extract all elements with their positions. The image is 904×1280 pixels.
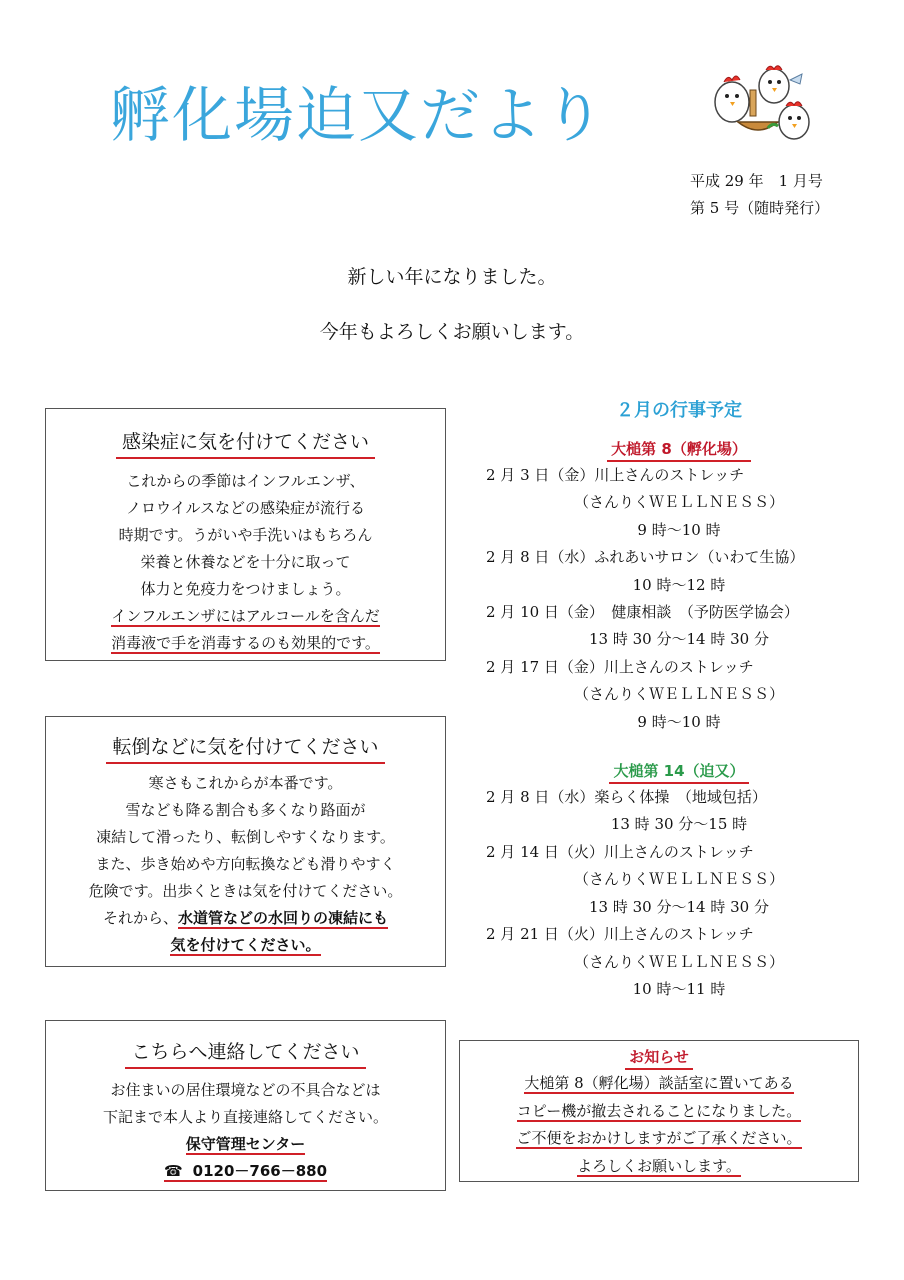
infection-line: 栄養と休養などを十分に取って	[140, 553, 351, 571]
event-line: 10 時～11 時	[632, 979, 726, 998]
event-line: 13 時 30 分～14 時 30 分	[589, 897, 769, 916]
event-line: 13 時 30 分～15 時	[610, 815, 748, 834]
event-line: （さんりくＷＥＬＬＮＥＳＳ）	[573, 952, 784, 971]
fall-line: 凍結して滑ったり、転倒しやすくなります。	[96, 828, 395, 846]
contact-org: 保守管理センター	[185, 1135, 306, 1153]
event-line: 2 月 8 日（水）楽らく体操 （地域包括）	[486, 788, 767, 807]
notice-line: 大槌第 8（孵化場）談話室に置いてある	[524, 1074, 794, 1092]
infection-line-emphasis: 消毒液で手を消毒するのも効果的です。	[111, 634, 380, 652]
schedule-section-sakomata	[466, 784, 892, 1003]
newsletter-title: 孵化場迫又だより	[110, 81, 606, 151]
event-line: 2 月 8 日（水）ふれあいサロン（いわて生協）	[486, 548, 805, 567]
chicken-mascot-icon	[708, 62, 814, 144]
fall-line: 寒さもこれからが本番です。	[148, 774, 343, 792]
notice-line: コピー機が撤去されることになりました。	[516, 1101, 802, 1120]
infection-line: これからの季節はインフルエンザ、	[126, 472, 365, 490]
event-line: （さんりくＷＥＬＬＮＥＳＳ）	[573, 685, 784, 704]
fall-box-body	[46, 770, 445, 959]
schedule-section-heading-sakomata: 大槌第 14（迫又）	[609, 760, 748, 784]
greeting-line-1: 新しい年になりました。	[347, 266, 557, 288]
phone-number: 0120－766－880	[192, 1162, 328, 1180]
contact-phone	[46, 1158, 445, 1185]
fall-prevention-box	[45, 716, 446, 967]
fall-line: 危険です。出歩くときは気を付けてください。	[88, 882, 403, 900]
infection-line: 時期です。うがいや手洗いはもちろん	[118, 526, 373, 544]
infection-box-title: 感染症に気を付けてください	[116, 429, 375, 459]
event-line: 13 時 30 分～14 時 30 分	[589, 630, 769, 649]
telephone-icon: ☎	[163, 1162, 183, 1180]
fall-line-emphasis: 気を付けてください。	[170, 936, 321, 954]
fall-line-emphasis: それから、水道管などの水回りの凍結にも	[102, 909, 389, 927]
contact-box-body	[46, 1077, 445, 1185]
issue-number: 第 5 号（随時発行）	[690, 199, 830, 217]
event-line: 2 月 10 日（金） 健康相談 （予防医学協会）	[486, 603, 799, 622]
schedule-section-hatchery	[466, 462, 892, 736]
notice-box	[459, 1040, 859, 1182]
fall-line: また、歩き始めや方向転換なども滑りやすく	[95, 855, 396, 873]
notice-title: お知らせ	[625, 1046, 693, 1070]
event-line: 2 月 3 日（金）川上さんのストレッチ	[486, 466, 745, 484]
event-line: （さんりくＷＥＬＬＮＥＳＳ）	[573, 870, 784, 889]
notice-line: よろしくお願いします。	[577, 1156, 741, 1175]
event-line: 2 月 17 日（金）川上さんのストレッチ	[486, 657, 754, 676]
fall-line: 雪なども降る割合も多くなり路面が	[125, 801, 366, 819]
contact-box	[45, 1020, 446, 1191]
event-line: 2 月 21 日（火）川上さんのストレッチ	[486, 925, 754, 944]
infection-line-emphasis: インフルエンザにはアルコールを含んだ	[111, 607, 380, 625]
issue-info	[690, 168, 829, 222]
event-line: （さんりくＷＥＬＬＮＥＳＳ）	[573, 493, 784, 512]
infection-line: 体力と免疫力をつけましょう。	[140, 580, 351, 598]
notice-line: ご不便をおかけしますがご了承ください。	[516, 1129, 802, 1147]
contact-line: 下記まで本人より直接連絡してください。	[102, 1108, 388, 1126]
contact-box-title: こちらへ連絡してください	[125, 1039, 365, 1069]
february-schedule	[466, 396, 892, 1003]
event-line: 10 時～12 時	[632, 575, 726, 594]
schedule-title: ２月の行事予定	[616, 400, 742, 421]
greeting-line-2: 今年もよろしくお願いします。	[319, 321, 585, 343]
contact-line: お住まいの居住環境などの不具合などは	[110, 1081, 381, 1099]
infection-box	[45, 408, 446, 661]
event-line: 2 月 14 日（火）川上さんのストレッチ	[486, 842, 754, 861]
event-line: 9 時～10 時	[637, 520, 721, 539]
fall-box-title: 転倒などに気を付けてください	[106, 734, 384, 764]
infection-line: ノロウイルスなどの感染症が流行る	[125, 499, 366, 517]
schedule-section-heading-hatchery: 大槌第 8（孵化場）	[607, 438, 751, 462]
infection-box-body	[46, 468, 445, 657]
event-line: 9 時～10 時	[637, 712, 721, 731]
issue-date: 平成 29 年 1 月号	[690, 172, 823, 190]
